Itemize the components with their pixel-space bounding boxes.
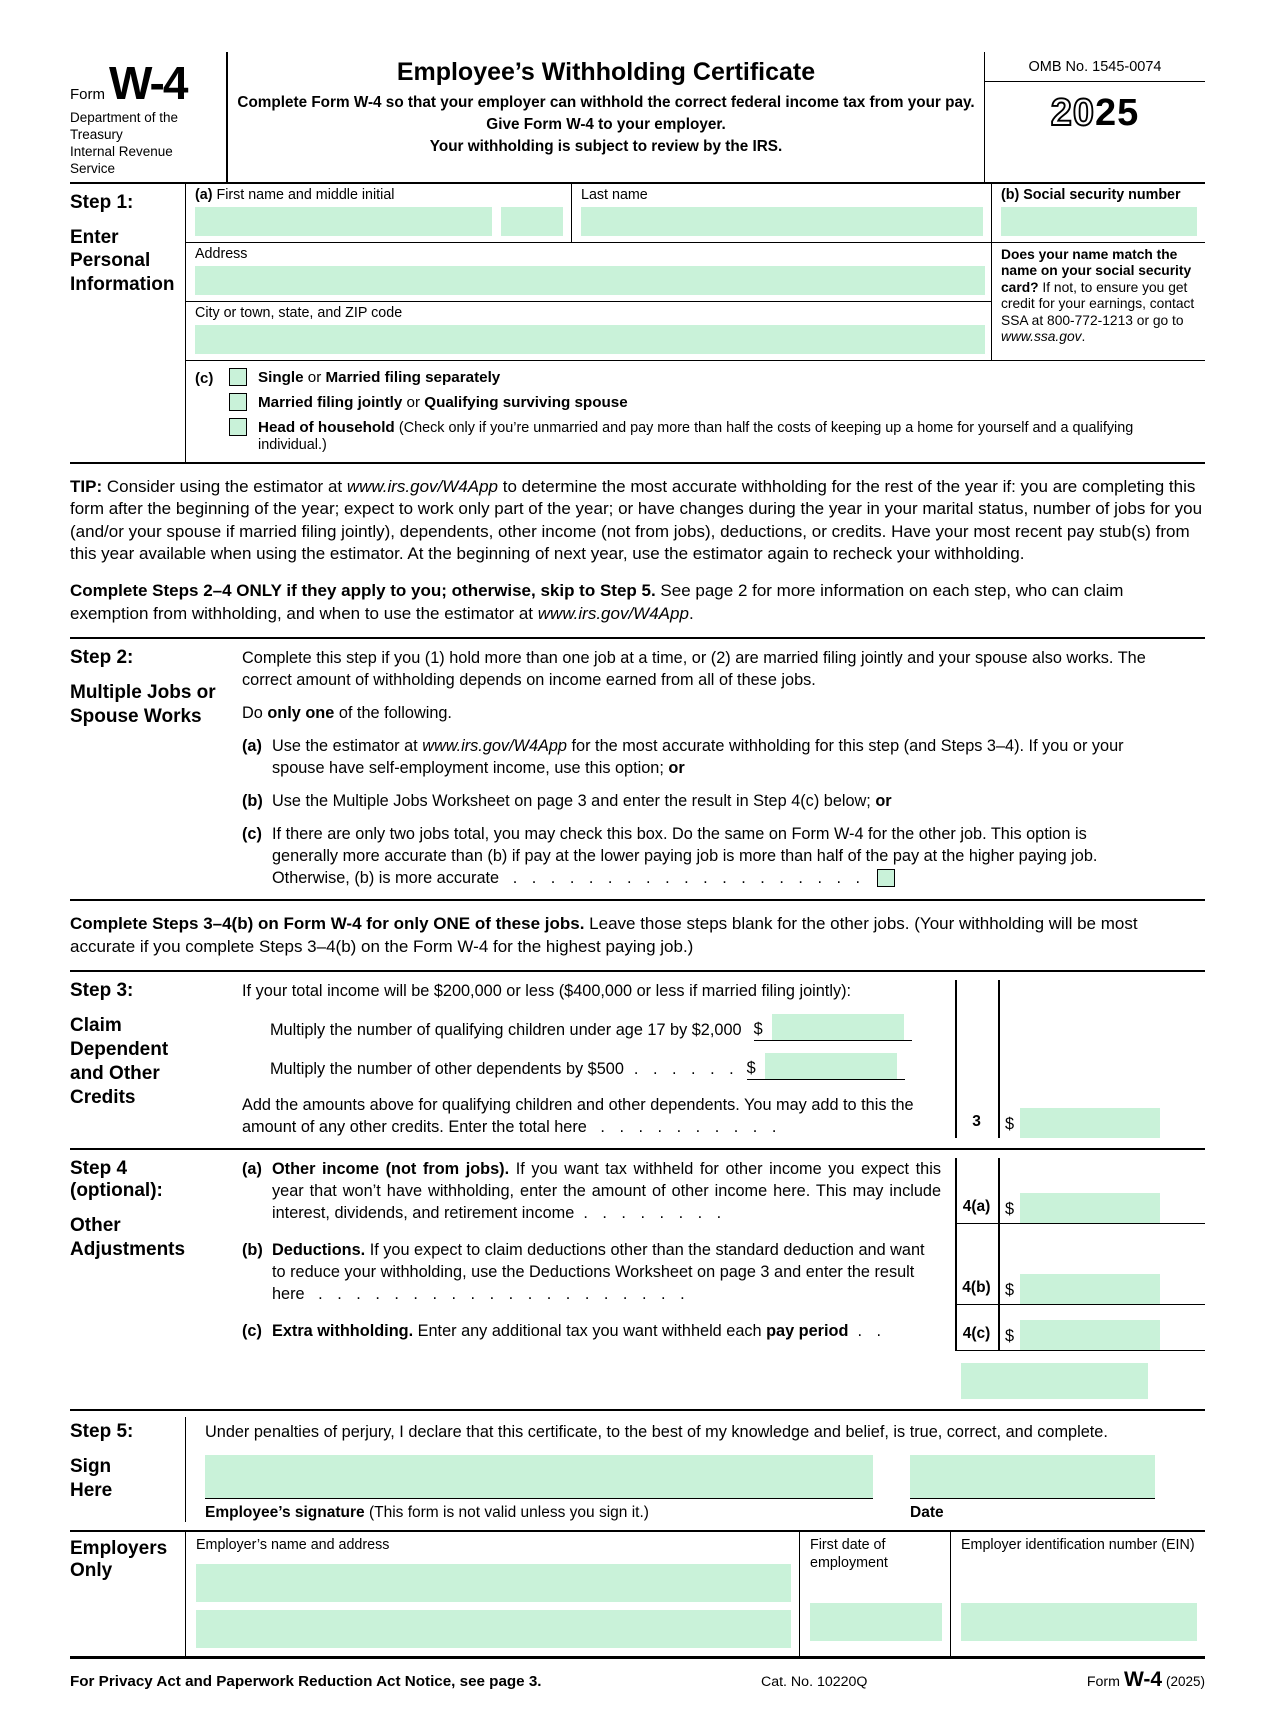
last-name-label: Last name: [581, 186, 648, 203]
omb-number: OMB No. 1545-0074: [985, 52, 1205, 82]
step2-section: [70, 639, 1205, 899]
filing-status-row: [186, 361, 1205, 462]
tax-year-bold: 25: [1095, 92, 1140, 134]
amount-column-line: [955, 980, 957, 1138]
date-input[interactable]: [910, 1455, 1155, 1499]
tip-paragraph: TIP: Consider using the estimator at www.irs.gov/W4App to determine the most accurate withholding for the rest of the year if: you are completing this form after the beginning of the year; expect to work only part of the year; or have changes during the year in your marital status, number of jobs for you (and/or your spouse if married filing jointly), dependents, other income (not from jobs), deductions, or credits. Have your most recent pay stub(s) from this year available when using the estimator. At the beginning of next year, use the estimator again to recheck your withholding.: [70, 476, 1203, 564]
step2-intro: Complete this step if you (1) hold more than one job at a time, or (2) are married filing jointly and your spouse also works. The correct amount of withholding depends on income earned from all of these jobs.: [242, 649, 1146, 690]
step2-do-only-one: Do only one of the following.: [242, 704, 452, 723]
first-name-cell: [186, 184, 571, 243]
omb-year-block: [985, 52, 1205, 182]
step5-subtitle: Sign Here: [70, 1456, 113, 1502]
step4-section: [70, 1150, 1205, 1409]
ssn-input[interactable]: [1001, 207, 1197, 236]
form-number: W-4: [109, 57, 187, 109]
form-number-line: [70, 56, 220, 110]
step2-option-b: (b) Use the Multiple Jobs Worksheet on page 3 and enter the result in Step 4(c) below; or: [242, 792, 892, 811]
filing-option-married-jointly: Married filing jointly or Qualifying surviving spouse: [229, 393, 1197, 411]
date-label: Date: [910, 1504, 944, 1522]
amount-column-line: [998, 1158, 1000, 1351]
step1-label-block: [70, 184, 185, 462]
step5-content: [185, 1417, 1205, 1522]
steps-2-4-note: Complete Steps 2–4 ONLY if they apply to you; otherwise, skip to Step 5. See page 2 for more information on each step, who can claim exemption from withholding, and when to use the estimator at www.irs.gov/W4App.: [70, 580, 1124, 623]
city-label: City or town, state, and ZIP code: [195, 304, 403, 321]
employers-only-title: Employers Only: [70, 1538, 168, 1582]
dot-leader: . . . . . . . . . . . . . . . . . . .: [512, 869, 862, 888]
step3-section: [70, 972, 1205, 1148]
dot-leader: . . . . . . . . . .: [600, 1118, 778, 1137]
married-filing-jointly-checkbox[interactable]: [229, 393, 247, 411]
last-name-cell: [571, 184, 991, 243]
page-title: Employee’s Withholding Certificate: [396, 58, 816, 86]
estimator-url: www.irs.gov/W4App: [422, 737, 567, 756]
agency-lines: [70, 110, 220, 180]
first-date-label: First date of employment: [810, 1537, 888, 1572]
ssa-url: www.ssa.gov: [1001, 329, 1082, 345]
step4-label-block: [70, 1158, 242, 1399]
extra-highlight-row: [242, 1363, 1205, 1399]
form-word: Form: [70, 86, 105, 103]
amount-column-line: [955, 1158, 957, 1351]
field-b-tag: (b): [1001, 186, 1020, 203]
step2-title: Step 2:: [70, 647, 134, 669]
form-subtitle-1: Complete Form W-4 so that your employer can withhold the correct federal income tax from your pay.: [237, 94, 975, 111]
first-name-input[interactable]: [195, 207, 492, 236]
two-jobs-checkbox[interactable]: [877, 869, 895, 887]
total-credits-amount-input[interactable]: [1020, 1108, 1160, 1138]
tip-lead: TIP:: [70, 476, 103, 496]
dollar-sign: $: [1005, 1281, 1015, 1300]
employer-name-cell: [186, 1532, 799, 1656]
signature-label: Employee’s signature (This form is not valid unless you sign it.): [205, 1504, 649, 1522]
dollar-sign: $: [1005, 1115, 1015, 1134]
ein-cell: [951, 1532, 1205, 1656]
first-date-of-employment-input[interactable]: [810, 1603, 942, 1641]
perjury-declaration: Under penalties of perjury, I declare that this certificate, to the best of my knowledge and belief, is true, correct, and complete.: [205, 1423, 1108, 1442]
field-c-tag: (c): [195, 369, 214, 387]
step2-subtitle: Multiple Jobs or Spouse Works: [70, 682, 216, 727]
employee-signature-input[interactable]: [205, 1455, 873, 1499]
step1-title: Step 1:: [70, 191, 134, 213]
form-id-block: [70, 52, 228, 182]
extra-withholding-row: (c) Extra withholding. Enter any additional tax you want withheld each pay period . . 4(c) $: [242, 1320, 1205, 1351]
step3-content: [242, 980, 1205, 1138]
step3-intro: If your total income will be $200,000 or less ($400,000 or less if married filing jointly):: [242, 982, 852, 1001]
other-dependents-row: Multiply the number of other dependents by $500 . . . . . . $: [242, 1053, 955, 1080]
deductions-amount-input[interactable]: [1020, 1274, 1160, 1304]
estimator-url: www.irs.gov/W4App: [346, 476, 499, 496]
field-a-tag: (a): [195, 186, 213, 203]
step4-title: Step 4 (optional):: [70, 1158, 163, 1202]
line-number-4b: 4(b): [955, 1239, 998, 1305]
ein-input[interactable]: [961, 1603, 1197, 1641]
other-income-amount-input[interactable]: [1020, 1193, 1160, 1223]
other-income-row: (a) Other income (not from jobs). If you want tax withheld for other income you expect this year that won’t have withholding, enter the amount of other income here. This may include interest, dividends, and retirement income . . . . . . . . 4(a) $: [242, 1158, 1205, 1224]
step5-section: [70, 1411, 1205, 1530]
dot-leader: . . . . . . . . . . . . . . . . . . . .: [318, 1285, 686, 1304]
steps-3-4b-note: Complete Steps 3–4(b) on Form W-4 for only ONE of these jobs. Leave those steps blank for the other jobs. (Your withholding will be most accurate if you complete Steps 3–4(b) on the Form W-4 for the highest paying job.): [70, 914, 1138, 956]
ssn-label: (b) Social security number: [1001, 186, 1181, 203]
employers-fields: [185, 1532, 1205, 1656]
filing-option-single: Single or Married filing separately: [229, 368, 1197, 386]
ssa-note: Does your name match the name on your social security card? If not, to ensure you get credit for your earnings, contact SSA at 800-772-1213 or go to www.ssa.gov.: [991, 243, 1205, 361]
ssn-cell: [991, 184, 1205, 243]
tax-year: [985, 82, 1205, 135]
city-state-zip-input[interactable]: [195, 325, 985, 354]
dollar-sign: $: [753, 1020, 763, 1039]
step4-content: [242, 1158, 1205, 1399]
step2-content: [242, 647, 1152, 889]
step3-title: Step 3:: [70, 980, 134, 1002]
line-number-4a: 4(a): [955, 1158, 998, 1224]
first-name-label: (a) First name and middle initial: [195, 186, 395, 203]
form-header: [70, 52, 1205, 182]
employer-name-label: Employer’s name and address: [196, 1537, 390, 1554]
qualifying-children-row: Multiply the number of qualifying children under age 17 by $2,000 $: [242, 1014, 955, 1041]
ssa-note-question: Does your name match the name on your social security card?: [1001, 246, 1192, 295]
step1-subtitle: Enter Personal Information: [70, 226, 175, 295]
privacy-act-notice: For Privacy Act and Paperwork Reduction Act Notice, see page 3.: [70, 1673, 542, 1691]
amount-column-line: [998, 980, 1000, 1138]
dot-leader: . . . . . .: [633, 1060, 735, 1079]
extra-highlight-field[interactable]: [961, 1363, 1148, 1399]
tax-year-outline: 20: [1050, 92, 1095, 134]
dollar-sign: $: [1005, 1327, 1015, 1346]
form-title-block: [228, 52, 985, 182]
step3-label-block: [70, 980, 242, 1138]
employer-name-input[interactable]: [196, 1564, 791, 1602]
step3-subtitle: Claim Dependent and Other Credits: [70, 1015, 169, 1108]
other-dependents-amount-input[interactable]: [765, 1053, 897, 1079]
single-or-married-separately-checkbox[interactable]: [229, 368, 247, 386]
estimator-url: www.irs.gov/W4App: [537, 603, 689, 623]
head-of-household-checkbox[interactable]: [229, 418, 247, 436]
agency-line-1: Department of the Treasury: [70, 110, 179, 142]
step2-option-a: (a) Use the estimator at www.irs.gov/W4App for the most accurate withholding for this step (and Steps 3–4). If you or your spouse have self-employment income, use this option; or: [242, 737, 1124, 778]
ein-label: Employer identification number (EIN): [961, 1537, 1195, 1554]
agency-line-2: Internal Revenue Service: [70, 143, 173, 176]
deductions-row: (b) Deductions. If you expect to claim deductions other than the standard deduction and want to reduce your withholding, use the Deductions Worksheet on page 3 and enter the result here . . . . . . . . . . . . . . . . . . . . 4(b) $: [242, 1239, 1205, 1305]
line-number-4c: 4(c): [955, 1320, 998, 1351]
line-number-3: 3: [972, 1113, 981, 1131]
step4-ruled-rows: [242, 1158, 1205, 1351]
step5-label-block: [70, 1417, 185, 1522]
step1-section: [70, 184, 1205, 462]
middle-initial-input[interactable]: [501, 207, 563, 236]
form-subtitle-3: Your withholding is subject to review by the IRS.: [429, 138, 783, 156]
city-cell: [186, 302, 991, 361]
total-credits-row: Add the amounts above for qualifying children and other dependents. You may add to this the amount of any other credits. Enter the total here . . . . . . . . . . 3 $: [242, 1094, 1205, 1138]
dot-leader: . .: [857, 1322, 883, 1341]
dollar-sign: $: [1005, 1200, 1015, 1219]
address-cell: [186, 243, 991, 302]
employers-label-block: [70, 1532, 185, 1656]
filing-options-list: [229, 368, 1197, 453]
employers-only-section: [70, 1532, 1205, 1656]
employer-address-input[interactable]: [196, 1610, 791, 1648]
dot-leader: . . . . . . . .: [583, 1204, 723, 1223]
qualifying-children-amount-input[interactable]: [772, 1014, 904, 1040]
address-label: Address: [195, 245, 248, 262]
address-input[interactable]: [195, 266, 985, 295]
signature-labels-row: [205, 1504, 1205, 1522]
filing-option-head-of-household: Head of household (Check only if you’re unmarried and pay more than half the costs of keeping up a home for yourself and a qualifying individual.): [229, 418, 1197, 453]
step5-title: Step 5:: [70, 1421, 134, 1443]
last-name-input[interactable]: [581, 207, 983, 236]
footer-form-id: Form W-4 (2025): [1086, 1668, 1205, 1692]
step4-subtitle: Other Adjustments: [70, 1215, 186, 1261]
step1-fields-table: [185, 184, 1205, 462]
form-subtitle-2: Give Form W-4 to your employer.: [486, 116, 726, 134]
extra-withholding-amount-input[interactable]: [1020, 1320, 1160, 1350]
first-date-cell: [799, 1532, 951, 1656]
step2-label-block: [70, 647, 242, 889]
catalog-number: Cat. No. 10220Q: [760, 1674, 868, 1691]
ssa-note-body: If not, to ensure you get credit for your earnings, contact SSA at 800-772-1213 or go to: [1001, 279, 1195, 328]
page-footer: [70, 1659, 1205, 1692]
dollar-sign: $: [746, 1059, 756, 1078]
step2-option-c: (c) If there are only two jobs total, you may check this box. Do the same on Form W-4 for the other job. This option is generally more accurate than (b) if pay at the lower paying job is more than half of the pay at the higher paying job. Otherwise, (b) is more accurate . . . . . . . . . . . . . . . . . . .: [242, 825, 1098, 888]
signature-fields-row: [205, 1455, 1205, 1499]
